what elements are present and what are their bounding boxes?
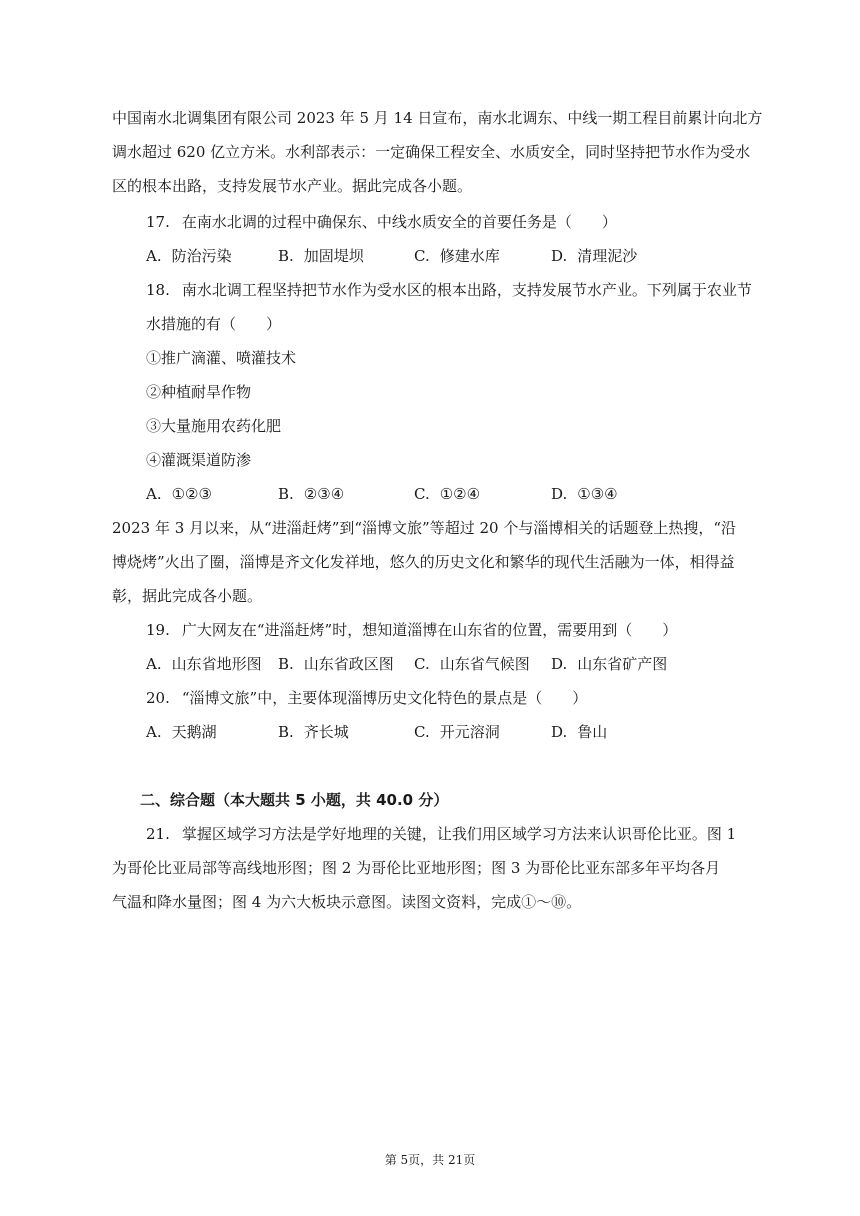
passage2-line2: 博烧烤”火出了圈，淄博是齐文化发祥地，悠久的历史文化和繁华的现代生活融为一体，相得益 bbox=[112, 553, 735, 571]
option-text: 天鹅湖 bbox=[171, 723, 217, 741]
option-text: ①②③ bbox=[171, 485, 212, 503]
option-label: B. bbox=[278, 485, 294, 503]
option-text: ②③④ bbox=[303, 485, 345, 503]
q20-option-a[interactable] bbox=[146, 722, 217, 742]
q18-option-d[interactable] bbox=[551, 484, 618, 504]
q18-option-a[interactable] bbox=[146, 484, 212, 504]
question-19-text: 广大网友在“进淄赶烤”时，想知道淄博在山东省的位置，需要用到（ ） bbox=[181, 621, 678, 639]
question-20-text: “淄博文旅”中，主要体现淄博历史文化特色的景点是（ ） bbox=[181, 689, 588, 707]
question-18-text-line1: 南水北调工程坚持把节水作为受水区的根本出路，支持发展节水产业。下列属于农业节 bbox=[181, 281, 752, 299]
option-text: 山东省气候图 bbox=[439, 655, 530, 673]
option-text: 开元溶洞 bbox=[439, 723, 500, 741]
option-label: D. bbox=[551, 723, 568, 741]
question-20-number: 20. bbox=[146, 689, 170, 707]
section-heading: 二、综合题（本大题共 5 小题，共 40.0 分） bbox=[140, 791, 449, 809]
option-label: A. bbox=[146, 655, 162, 673]
q18-option-b[interactable] bbox=[278, 484, 344, 504]
passage1-line3: 区的根本出路，支持发展节水产业。据此完成各小题。 bbox=[112, 177, 473, 195]
question-18-number: 18. bbox=[146, 281, 170, 299]
q18-item-4: ④灌溉渠道防渗 bbox=[146, 451, 252, 469]
question-19-number: 19. bbox=[146, 621, 170, 639]
option-text: 加固堤坝 bbox=[303, 247, 364, 265]
q20-option-c[interactable] bbox=[414, 722, 500, 742]
option-label: C. bbox=[414, 485, 430, 503]
option-label: C. bbox=[414, 655, 430, 673]
q19-option-c[interactable] bbox=[414, 654, 530, 674]
q18-item-1: ①推广滴灌、喷灌技术 bbox=[146, 349, 297, 367]
passage2-line1: 2023 年 3 月以来，从“进淄赶烤”到“淄博文旅”等超过 20 个与淄博相关的话题登上热搜，“沿 bbox=[112, 519, 736, 537]
question-21-text-line3: 气温和降水量图；图 4 为六大板块示意图。读图文资料，完成①～⑩。 bbox=[112, 893, 582, 911]
q18-option-c[interactable] bbox=[414, 484, 480, 504]
q17-option-c[interactable] bbox=[414, 246, 500, 266]
question-18-text-line2: 水措施的有（ ） bbox=[146, 315, 282, 333]
question-17-text: 在南水北调的过程中确保东、中线水质安全的首要任务是（ ） bbox=[181, 213, 617, 231]
q19-option-d[interactable] bbox=[551, 654, 667, 674]
q19-option-b[interactable] bbox=[278, 654, 394, 674]
option-label: D. bbox=[551, 247, 568, 265]
passage1-line2: 调水超过 620 亿立方米。水利部表示：一定确保工程安全、水质安全，同时坚持把节水作为受水 bbox=[112, 143, 751, 161]
q18-item-2: ②种植耐旱作物 bbox=[146, 383, 252, 401]
option-label: B. bbox=[278, 655, 294, 673]
question-21 bbox=[146, 824, 786, 844]
q19-option-a[interactable] bbox=[146, 654, 262, 674]
option-text: 山东省矿产图 bbox=[577, 655, 668, 673]
passage1-line1: 中国南水北调集团有限公司 2023 年 5 月 14 日宣布，南水北调东、中线一期工程目前累计向北方 bbox=[112, 109, 763, 127]
question-17-number: 17. bbox=[146, 213, 170, 231]
option-text: ①②④ bbox=[439, 485, 481, 503]
option-label: B. bbox=[278, 247, 294, 265]
q17-option-d[interactable] bbox=[551, 246, 637, 266]
option-text: 山东省地形图 bbox=[171, 655, 262, 673]
q17-option-a[interactable] bbox=[146, 246, 232, 266]
option-text: 山东省政区图 bbox=[303, 655, 394, 673]
passage2-line3: 彰，据此完成各小题。 bbox=[112, 587, 263, 605]
q20-option-d[interactable] bbox=[551, 722, 607, 742]
q18-item-3: ③大量施用农药化肥 bbox=[146, 417, 282, 435]
q17-option-b[interactable] bbox=[278, 246, 364, 266]
option-text: 鲁山 bbox=[577, 723, 608, 741]
question-21-text-line2: 为哥伦比亚局部等高线地形图；图 2 为哥伦比亚地形图；图 3 为哥伦比亚东部多年平均各月 bbox=[112, 859, 721, 877]
question-17 bbox=[146, 212, 786, 232]
question-20 bbox=[146, 688, 786, 708]
option-text: ①③④ bbox=[577, 485, 618, 503]
question-21-number: 21. bbox=[146, 825, 170, 843]
question-18 bbox=[146, 280, 786, 300]
option-label: A. bbox=[146, 247, 162, 265]
option-text: 清理泥沙 bbox=[577, 247, 638, 265]
option-label: A. bbox=[146, 485, 162, 503]
option-text: 齐长城 bbox=[303, 723, 349, 741]
question-19 bbox=[146, 620, 786, 640]
option-text: 修建水库 bbox=[439, 247, 500, 265]
option-text: 防治污染 bbox=[171, 247, 232, 265]
option-label: A. bbox=[146, 723, 162, 741]
option-label: D. bbox=[551, 655, 568, 673]
option-label: D. bbox=[551, 485, 568, 503]
option-label: B. bbox=[278, 723, 294, 741]
page-footer: 第 5页，共 21页 bbox=[384, 1153, 476, 1167]
question-21-text-line1: 掌握区域学习方法是学好地理的关键，让我们用区域学习方法来认识哥伦比亚。图 1 bbox=[181, 825, 737, 843]
option-label: C. bbox=[414, 247, 430, 265]
option-label: C. bbox=[414, 723, 430, 741]
q20-option-b[interactable] bbox=[278, 722, 349, 742]
